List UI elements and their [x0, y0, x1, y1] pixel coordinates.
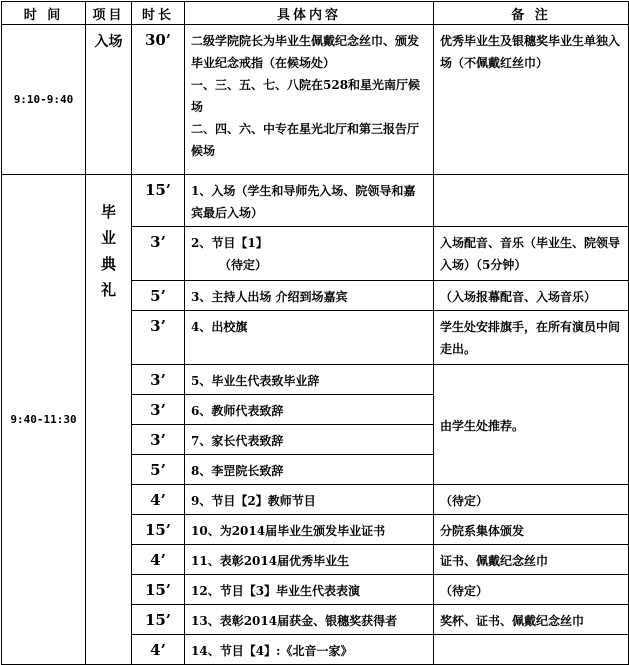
content-line: 一、三、五、七、八院在528和星光南厅候场 — [191, 78, 421, 114]
merged-remark-cell: 由学生处推荐。 — [434, 365, 629, 485]
content-cell — [185, 227, 434, 281]
remark-cell: 学生处安排旗手，在所有演员中间走出。 — [434, 311, 629, 365]
remark-cell: 入场配音、音乐（毕业生、院领导入场）（5分钟） — [434, 227, 629, 281]
remark-cell: （待定） — [434, 575, 629, 605]
item-char: 典 — [100, 255, 116, 273]
content-sub: （待定） — [219, 258, 268, 272]
duration-cell: 3’ — [132, 425, 185, 455]
duration-cell: 15’ — [132, 175, 185, 227]
entry-row — [2, 25, 629, 175]
item-char: 毕 — [100, 203, 116, 221]
content-line: 二级学院院长为毕业生佩戴纪念丝巾、颁发毕业纪念戒指（在候场处） — [191, 34, 420, 70]
content-cell — [185, 25, 434, 175]
content-line: 二、四、六、中专在星光北厅和第三报告厅候场 — [191, 122, 420, 158]
item-cell — [86, 175, 132, 665]
schedule-table — [1, 1, 629, 665]
header-duration: 时长 — [132, 2, 185, 25]
content-cell: 9、节目【2】教师节目 — [185, 485, 434, 515]
content-cell: 1、入场（学生和导师先入场、院领导和嘉宾最后入场） — [185, 175, 434, 227]
header-content: 具体内容 — [185, 2, 434, 25]
remark-cell: 分院系集体颁发 — [434, 515, 629, 545]
content-cell: 8、李罡院长致辞 — [185, 455, 434, 485]
content-line: 2、节目【1】 — [191, 236, 268, 250]
remark-cell — [434, 635, 629, 665]
duration-cell: 4’ — [132, 545, 185, 575]
time-cell: 9:10-9:40 — [2, 25, 86, 175]
duration-cell: 5’ — [132, 455, 185, 485]
time-cell: 9:40-11:30 — [2, 175, 86, 665]
remark-cell — [434, 175, 629, 227]
remark-cell: 优秀毕业生及银穗奖毕业生单独入场（不佩戴红丝巾） — [434, 25, 629, 175]
duration-cell: 15’ — [132, 515, 185, 545]
content-cell: 7、家长代表致辞 — [185, 425, 434, 455]
duration-cell: 3’ — [132, 395, 185, 425]
content-cell: 10、为2014届毕业生颁发毕业证书 — [185, 515, 434, 545]
remark-cell: （入场报幕配音、入场音乐） — [434, 281, 629, 311]
duration-cell: 15’ — [132, 575, 185, 605]
duration-cell: 30’ — [132, 25, 185, 175]
duration-cell: 4’ — [132, 635, 185, 665]
item-char: 礼 — [100, 281, 116, 299]
duration-cell: 3’ — [132, 311, 185, 365]
content-cell: 6、教师代表致辞 — [185, 395, 434, 425]
remark-cell: 奖杯、证书、佩戴纪念丝巾 — [434, 605, 629, 635]
header-row — [2, 2, 629, 25]
content-cell: 4、出校旗 — [185, 311, 434, 365]
content-cell: 13、表彰2014届获金、银穗奖获得者 — [185, 605, 434, 635]
duration-cell: 15’ — [132, 605, 185, 635]
remark-cell: （待定） — [434, 485, 629, 515]
content-cell: 5、毕业生代表致毕业辞 — [185, 365, 434, 395]
duration-cell: 5’ — [132, 281, 185, 311]
content-cell: 3、主持人出场 介绍到场嘉宾 — [185, 281, 434, 311]
ceremony-row — [2, 175, 629, 227]
header-item: 项目 — [86, 2, 132, 25]
duration-cell: 3’ — [132, 227, 185, 281]
duration-cell: 3’ — [132, 365, 185, 395]
content-cell: 11、表彰2014届优秀毕业生 — [185, 545, 434, 575]
item-cell: 入场 — [86, 25, 132, 175]
header-time: 时 间 — [2, 2, 86, 25]
header-remark: 备 注 — [434, 2, 629, 25]
duration-cell: 4’ — [132, 485, 185, 515]
content-cell: 14、节目【4】:《北音一家》 — [185, 635, 434, 665]
content-cell: 12、节目【3】毕业生代表表演 — [185, 575, 434, 605]
remark-cell: 证书、佩戴纪念丝巾 — [434, 545, 629, 575]
item-char: 业 — [100, 229, 116, 247]
